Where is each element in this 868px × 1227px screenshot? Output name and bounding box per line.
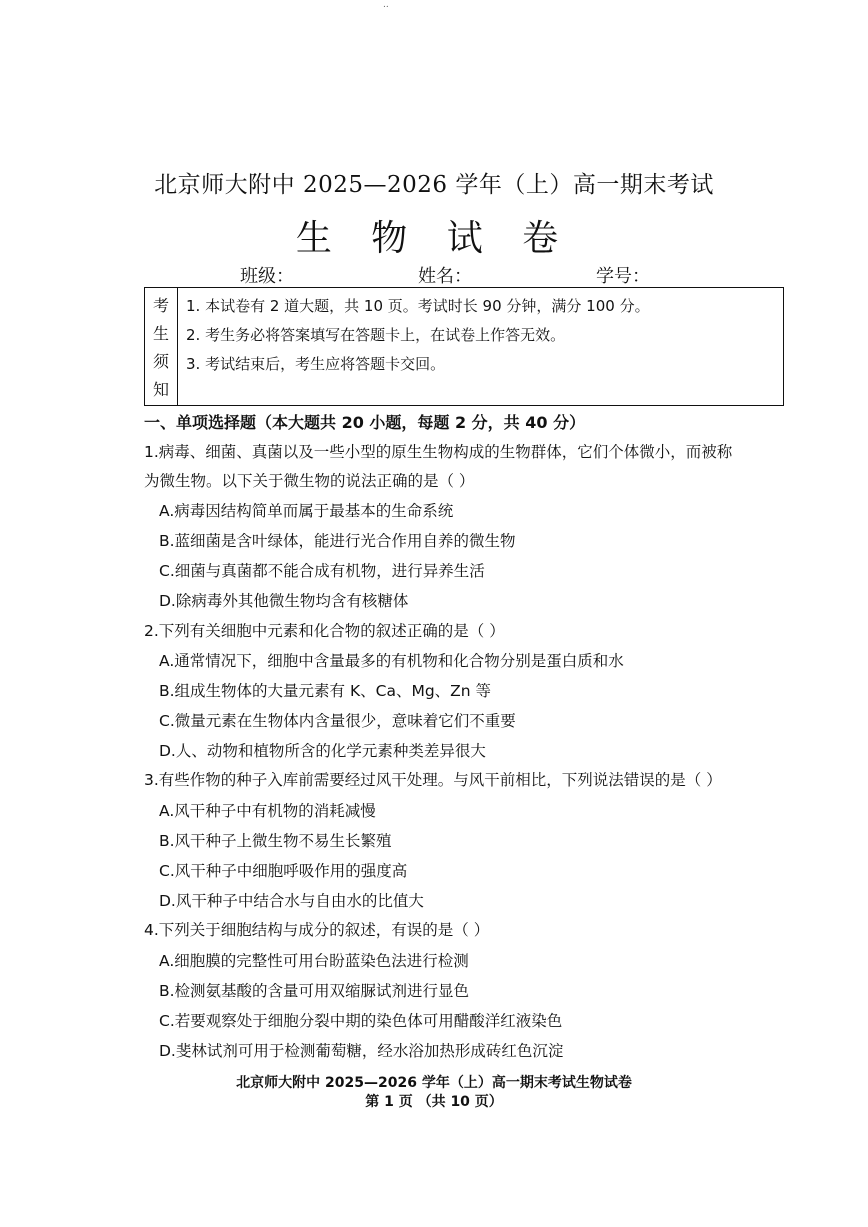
question-3-option-c: C.风干种子中细胞呼吸作用的强度高 — [159, 862, 408, 880]
name-label: 姓名： — [418, 266, 472, 287]
question-4-line-1: 4.下列关于细胞结构与成分的叙述，有误的是（ ） — [144, 921, 490, 939]
question-1-line-2: 为微生物。以下关于微生物的说法正确的是（ ） — [144, 472, 475, 490]
question-1-option-b: B.蓝细菌是含叶绿体，能进行光合作用自养的微生物 — [159, 532, 516, 550]
question-4-option-a: A.细胞膜的完整性可用台盼蓝染色法进行检测 — [159, 952, 469, 970]
name-blank — [476, 267, 578, 288]
student-id-label: 学号： — [596, 266, 650, 287]
question-4-option-d: D.斐林试剂可用于检测葡萄糖，经水浴加热形成砖红色沉淀 — [159, 1042, 564, 1060]
question-2-line-1: 2.下列有关细胞中元素和化合物的叙述正确的是（ ） — [144, 622, 505, 640]
name-field — [418, 262, 578, 288]
question-4-option-c: C.若要观察处于细胞分裂中期的染色体可用醋酸洋红液染色 — [159, 1012, 563, 1030]
class-field — [240, 262, 400, 288]
student-info-fields — [240, 262, 780, 288]
notice-label-char: 考 — [152, 295, 169, 315]
footer-title: 北京师大附中 2025—2026 学年（上）高一期末考试生物试卷 — [236, 1075, 632, 1091]
exam-notice-box — [144, 287, 784, 406]
question-3-option-b: B.风干种子上微生物不易生长繁殖 — [159, 832, 392, 850]
question-2-option-a: A.通常情况下，细胞中含量最多的有机物和化合物分别是蛋白质和水 — [159, 652, 624, 670]
class-label: 班级： — [240, 266, 294, 287]
notice-label-char: 须 — [152, 352, 169, 372]
notice-item: 2. 考生务必将答案填写在答题卡上，在试卷上作答无效。 — [186, 326, 566, 344]
question-1-option-a: A.病毒因结构简单而属于最基本的生命系统 — [159, 502, 454, 520]
question-3-option-d: D.风干种子中结合水与自由水的比值大 — [159, 892, 424, 910]
question-2-option-d: D.人、动物和植物所含的化学元素种类差异很大 — [159, 742, 486, 760]
notice-label-char: 生 — [152, 323, 169, 343]
scan-mark: .. — [383, 0, 389, 10]
question-1-line-1: 1.病毒、细菌、真菌以及一些小型的原生生物构成的生物群体，它们个体微小，而被称 — [144, 443, 733, 461]
paper-title: 生 物 试 卷 — [295, 218, 573, 259]
question-2-option-b: B.组成生物体的大量元素有 K、Ca、Mg、Zn 等 — [159, 682, 492, 700]
student-id-field — [596, 262, 756, 288]
footer-page-number: 第 1 页 （共 10 页） — [365, 1094, 503, 1110]
notice-items — [178, 288, 650, 405]
student-id-blank — [654, 267, 756, 288]
notice-item: 3. 考试结束后，考生应将答题卡交回。 — [186, 355, 446, 373]
notice-label — [145, 288, 178, 405]
question-1-option-c: C.细菌与真菌都不能合成有机物，进行异养生活 — [159, 562, 485, 580]
section-heading: 一、单项选择题（本大题共 20 小题，每题 2 分，共 40 分） — [144, 413, 586, 432]
class-blank — [298, 267, 400, 288]
question-2-option-c: C.微量元素在生物体内含量很少，意味着它们不重要 — [159, 712, 516, 730]
question-4-option-b: B.检测氨基酸的含量可用双缩脲试剂进行显色 — [159, 982, 470, 1000]
question-1-option-d: D.除病毒外其他微生物均含有核糖体 — [159, 592, 409, 610]
question-3-line-1: 3.有些作物的种子入库前需要经过风干处理。与风干前相比，下列说法错误的是（ ） — [144, 771, 722, 789]
notice-label-char: 知 — [152, 380, 169, 400]
notice-item: 1. 本试卷有 2 道大题，共 10 页。考试时长 90 分钟，满分 100 分。 — [186, 297, 650, 315]
question-3-option-a: A.风干种子中有机物的消耗减慢 — [159, 802, 376, 820]
exam-title: 北京师大附中 2025—2026 学年（上）高一期末考试 — [154, 172, 714, 198]
